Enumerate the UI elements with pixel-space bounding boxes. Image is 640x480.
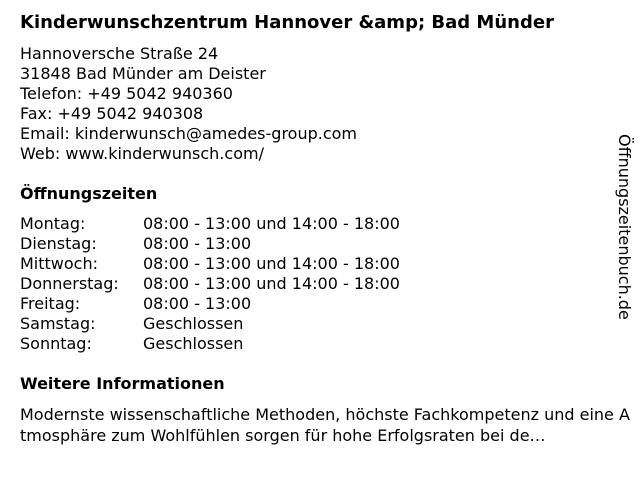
- address-city: 31848 Bad Münder am Deister: [20, 64, 266, 83]
- day-label: Freitag:: [20, 294, 81, 313]
- day-label: Montag:: [20, 214, 86, 233]
- time-value: 08:00 - 13:00 und 14:00 - 18:00: [143, 254, 400, 273]
- opening-hours-heading: Öffnungszeiten: [20, 184, 158, 203]
- time-value: 08:00 - 13:00 und 14:00 - 18:00: [143, 214, 400, 233]
- address-street: Hannoversche Straße 24: [20, 44, 219, 63]
- opening-hours-table: [20, 214, 400, 354]
- day-label: Samstag:: [20, 314, 96, 333]
- day-label: Dienstag:: [20, 234, 97, 253]
- day-label: Mittwoch:: [20, 254, 98, 273]
- time-value: 08:00 - 13:00 und 14:00 - 18:00: [143, 274, 400, 293]
- page-title: Kinderwunschzentrum Hannover &amp; Bad Münder: [20, 12, 554, 33]
- further-info-heading: Weitere Informationen: [20, 374, 225, 393]
- hours-row-sunday: [20, 334, 400, 354]
- time-value: 08:00 - 13:00: [143, 294, 252, 313]
- contact-block: [20, 44, 357, 164]
- hours-row-saturday: [20, 314, 400, 334]
- website: Web: www.kinderwunsch.com/: [20, 144, 264, 163]
- hours-row-thursday: [20, 274, 400, 294]
- phone-number: Telefon: +49 5042 940360: [20, 84, 233, 103]
- fax-number: Fax: +49 5042 940308: [20, 104, 204, 123]
- brand-watermark: Öffnungszeitenbuch.de: [615, 134, 634, 320]
- hours-row-tuesday: [20, 234, 400, 254]
- hours-row-wednesday: [20, 254, 400, 274]
- time-value: Geschlossen: [143, 334, 244, 353]
- email-address: Email: kinderwunsch@amedes-group.com: [20, 124, 358, 143]
- time-value: Geschlossen: [143, 314, 244, 333]
- time-value: 08:00 - 13:00: [143, 234, 252, 253]
- day-label: Sonntag:: [20, 334, 92, 353]
- day-label: Donnerstag:: [20, 274, 119, 293]
- further-info-text: Modernste wissenschaftliche Methoden, höchste Fachkompetenz und eine Atmosphäre zum Wohlfühlen sorgen für hohe Erfolgsraten bei de…: [20, 405, 630, 445]
- hours-row-monday: [20, 214, 400, 234]
- hours-row-friday: [20, 294, 400, 314]
